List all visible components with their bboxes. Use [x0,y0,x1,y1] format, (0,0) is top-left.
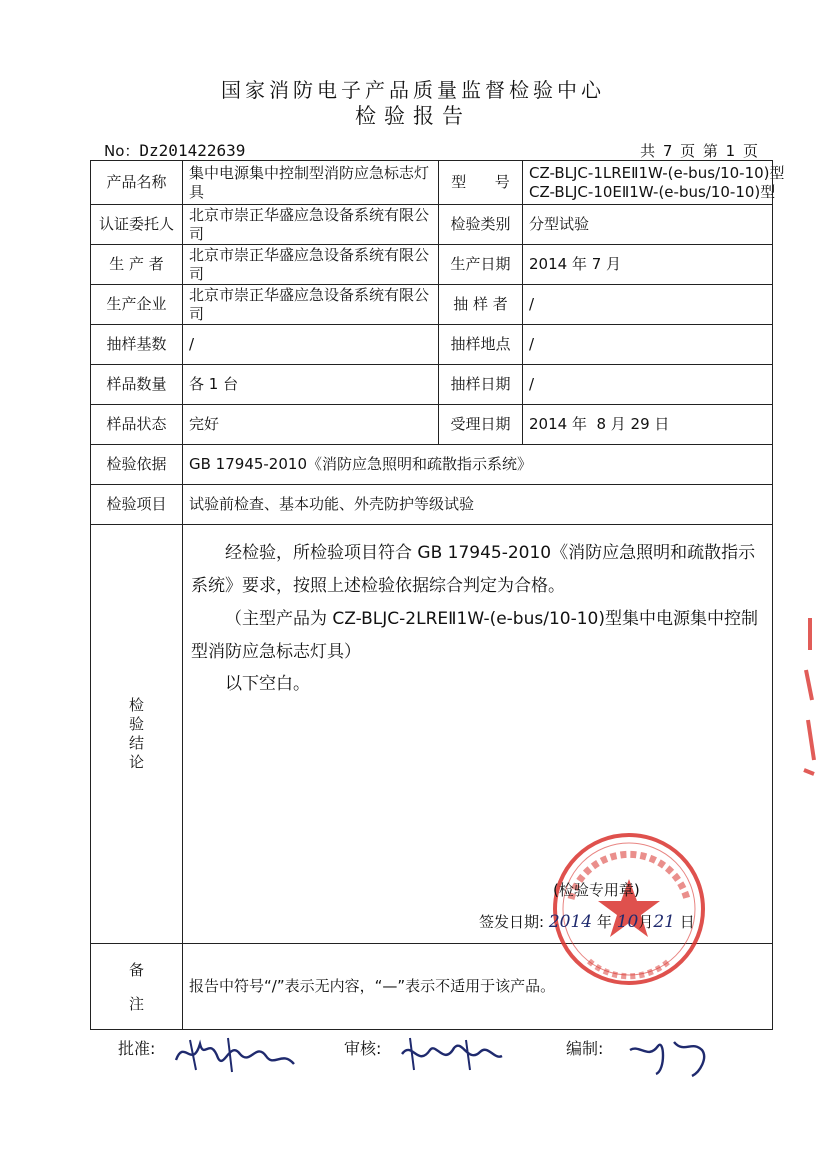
sampling-site-label: 抽样地点 [439,325,523,365]
acceptance-date-value: 2014 年 8 月 29 日 [523,405,773,445]
client-value: 北京市崇正华盛应急设备系统有限公司 [183,205,439,245]
issue-month-unit: 月 [638,913,654,931]
report-table [90,160,785,1030]
report-title: 检验报告 [355,104,471,128]
table-row [91,161,773,205]
approve-signature [170,1030,300,1076]
sample-status-label: 样品状态 [91,405,183,445]
report-number-value: Dz201422639 [139,141,246,160]
sampling-base-label: 抽样基数 [91,325,183,365]
model-label: 型 号 [439,161,523,205]
production-date-value: 2014 年 7 月 [523,245,773,285]
inspection-seal-stamp [549,829,709,989]
inspection-type-value: 分型试验 [523,205,773,245]
issue-year-unit: 年 [596,913,612,931]
items-label: 检验项目 [91,485,183,525]
report-number [104,140,245,161]
page-info: 共 7 页 第 1 页 [640,142,758,160]
sampling-base-value: / [183,325,439,365]
acceptance-date-label: 受理日期 [439,405,523,445]
remarks-label [91,944,183,1030]
seam-seal-stamp [796,610,820,780]
issue-month: 10 [616,912,639,932]
issue-date-label: 签发日期: [479,913,545,931]
issue-date [479,913,695,932]
basis-label: 检验依据 [91,445,183,485]
producer-label: 生 产 者 [91,245,183,285]
issue-year: 2014 [548,912,593,932]
conclusion-row [91,525,773,944]
compile-signature [622,1030,718,1080]
conclusion-label-char: 检 [128,696,144,714]
issue-day-unit: 日 [679,913,695,931]
conclusion-paragraph: 经检验，所检验项目符合 GB 17945-2010《消防应急照明和疏散指示系统》要求，按照上述检验依据综合判定为合格。 [191,543,756,596]
approve-label: 批准: [118,1039,156,1058]
remarks-label-char: 注 [128,994,144,1013]
product-name-value: 集中电源集中控制型消防应急标志灯具 [183,161,439,205]
conclusion-note: （主型产品为 CZ-BLJC-2LREⅡ1W-(e-bus/10-10)型集中电源集中控制型消防应急标志灯具） [191,609,758,662]
compile-label: 编制: [566,1039,604,1058]
manufacturer-value: 北京市崇正华盛应急设备系统有限公司 [183,285,439,325]
remarks-label-char: 备 [128,960,144,979]
table-row [91,445,773,485]
inspection-type-label: 检验类别 [439,205,523,245]
conclusion-label-char: 论 [128,753,144,771]
producer-value: 北京市崇正华盛应急设备系统有限公司 [183,245,439,285]
sampling-date-value: / [523,365,773,405]
model-value-line1: CZ-BLJC-1LREⅡ1W-(e-bus/10-10)型 [529,163,785,182]
sampler-label: 抽 样 者 [439,285,523,325]
table-row [91,245,773,285]
sampling-date-label: 抽样日期 [439,365,523,405]
review-signature [396,1030,506,1076]
table-row [91,485,773,525]
seal-label: (检验专用章) [553,881,640,899]
items-value: 试验前检查、基本功能、外壳防护等级试验 [183,485,773,525]
manufacturer-label: 生产企业 [91,285,183,325]
table-row [91,285,773,325]
sample-quantity-value: 各 1 台 [183,365,439,405]
remarks-text: 报告中符号“/”表示无内容，“—”表示不适用于该产品。 [183,944,773,1030]
organization-title: 国家消防电子产品质量监督检验中心 [221,78,605,102]
table-row [91,205,773,245]
basis-value: GB 17945-2010《消防应急照明和疏散指示系统》 [183,445,773,485]
table-row [91,365,773,405]
report-number-label: No： [104,142,140,160]
review-label: 审核: [344,1039,382,1058]
conclusion-label-char: 结 [128,734,144,752]
conclusion-blank-note: 以下空白。 [225,674,310,694]
model-value-line2: CZ-BLJC-10EⅡ1W-(e-bus/10-10)型 [529,182,776,201]
sample-status-value: 完好 [183,405,439,445]
sample-quantity-label: 样品数量 [91,365,183,405]
table-row [91,405,773,445]
sampler-value: / [523,285,773,325]
table-row [91,325,773,365]
conclusion-label [91,525,183,944]
product-name-label: 产品名称 [91,161,183,205]
client-label: 认证委托人 [91,205,183,245]
sampling-site-value: / [523,325,773,365]
production-date-label: 生产日期 [439,245,523,285]
issue-day: 21 [653,912,675,932]
model-value [523,161,785,205]
conclusion-label-char: 验 [128,715,144,733]
conclusion-body [183,525,773,944]
